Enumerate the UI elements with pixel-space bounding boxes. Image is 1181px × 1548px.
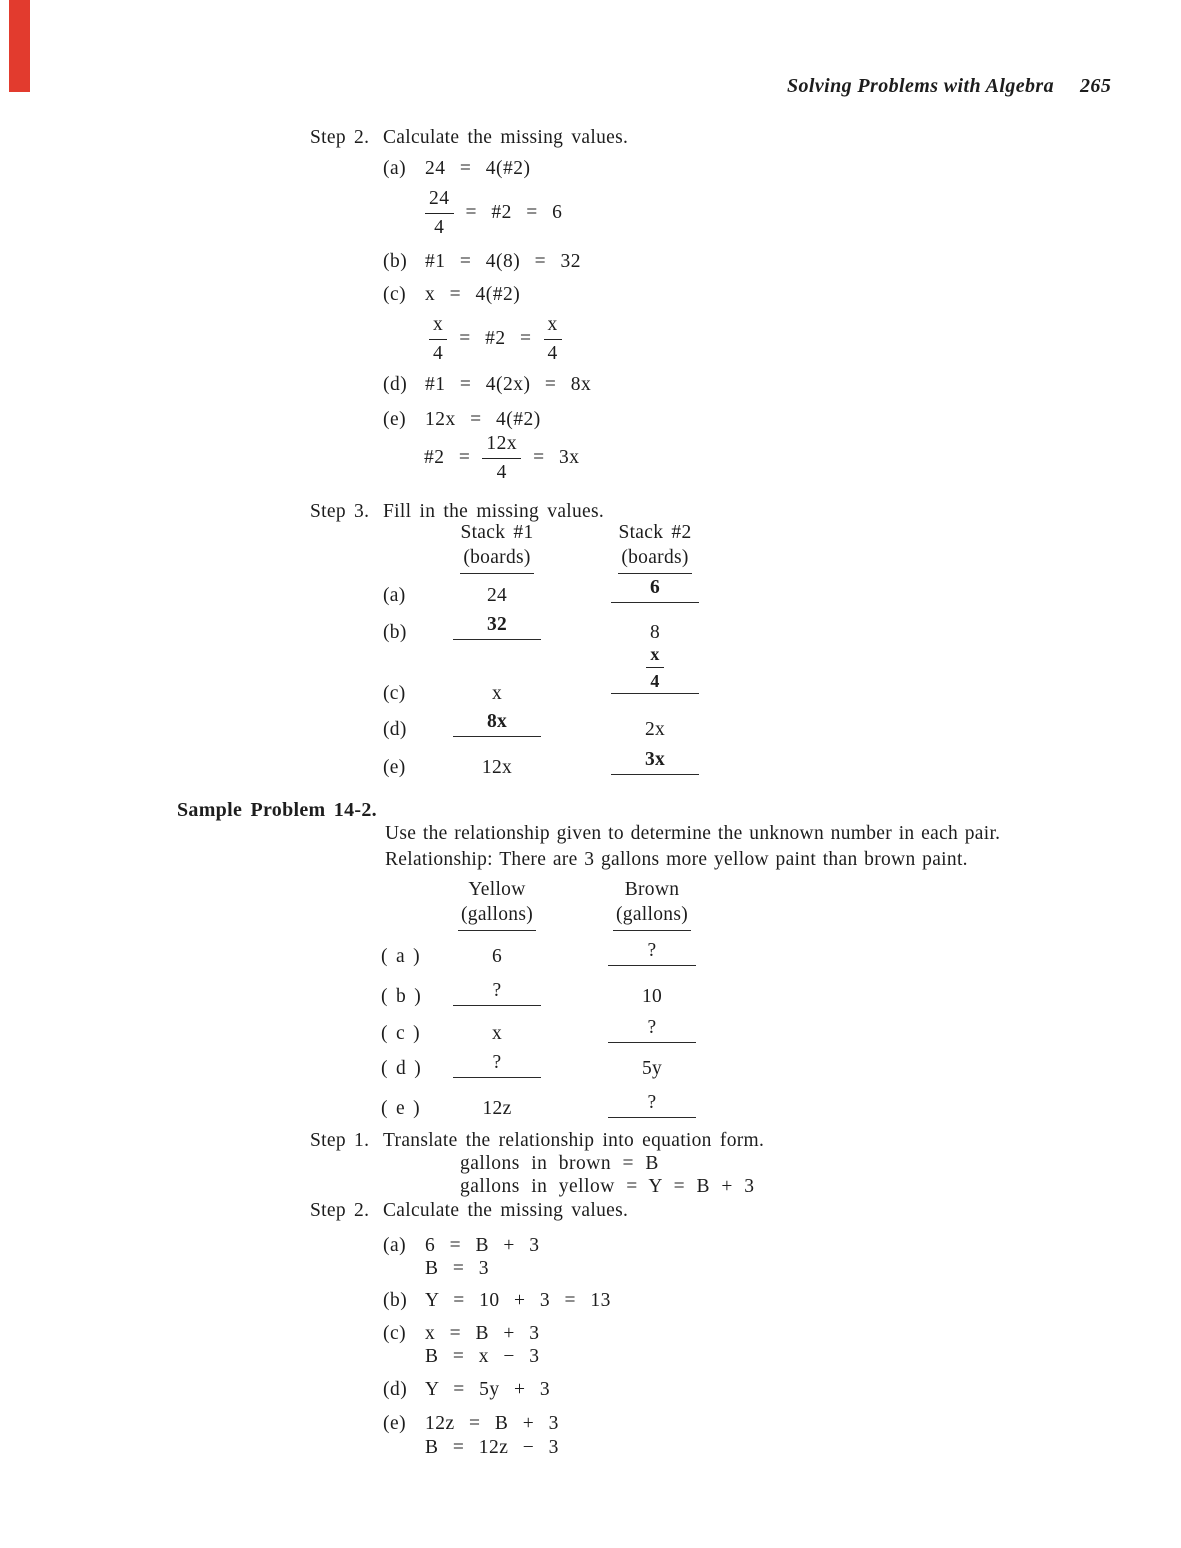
paint-row-label: ( e ) (381, 1098, 420, 1119)
brown-value: 10 (641, 986, 663, 1007)
fraction-24-over-4 (425, 189, 454, 237)
paint-row-label: ( d ) (381, 1058, 421, 1079)
step2-label: Step 2. (310, 127, 370, 148)
stack1-answer-cell (442, 614, 552, 640)
eq1-d-line: #1 = 4(2x) = 8x (425, 374, 592, 395)
yellow-value: 12z (482, 1098, 512, 1119)
eq1-d-label: (d) (383, 374, 408, 395)
paint-row-label: ( a ) (381, 946, 420, 967)
eq1-e-post: = 3x (533, 446, 580, 468)
eq1-a-rest: = #2 = 6 (465, 201, 563, 223)
brown-blank: ? (608, 940, 696, 966)
stack2-unit: (boards) (618, 545, 691, 573)
yellow-title: Yellow (468, 879, 526, 900)
stack1-answer: 8x (453, 711, 541, 737)
stack2-answer-cell (600, 577, 710, 603)
eq1-e-label: (e) (383, 409, 407, 430)
eq2-e-line1: 12z = B + 3 (425, 1413, 559, 1434)
stack2-answer-cell (600, 749, 710, 775)
fraction-numerator: 24 (425, 189, 454, 214)
brown-blank-cell (597, 940, 707, 966)
page-number: 265 (1080, 75, 1112, 97)
stack1-value: x (491, 683, 503, 704)
fraction-numerator: x (429, 315, 447, 340)
eq2-d-line: Y = 5y + 3 (425, 1379, 551, 1400)
stack1-answer-cell (442, 711, 552, 737)
fraction-denominator: 4 (650, 671, 660, 691)
eq1-e-pre: #2 = (424, 446, 471, 468)
translate-line1: gallons in brown = B (460, 1153, 659, 1174)
eq2-e-label: (e) (383, 1413, 407, 1434)
eq2-c-label: (c) (383, 1323, 407, 1344)
brown-column-header (597, 877, 707, 931)
eq2-a-line2: B = 3 (425, 1258, 490, 1279)
stack2-value: 2x (644, 719, 666, 740)
eq1-c-label: (c) (383, 284, 407, 305)
running-head-title: Solving Problems with Algebra (787, 75, 1055, 97)
yellow-unit: (gallons) (458, 902, 536, 930)
page-edge-mark (9, 0, 30, 92)
eq2-c-line1: x = B + 3 (425, 1323, 540, 1344)
stack-row-label: (e) (383, 757, 406, 778)
brown-title: Brown (624, 879, 680, 900)
brown-blank: ? (608, 1017, 696, 1043)
fraction-denominator: 4 (434, 216, 445, 238)
step2b-label: Step 2. (310, 1200, 370, 1221)
stack2-title: Stack #2 (618, 522, 692, 543)
yellow-blank: ? (453, 1052, 541, 1078)
fraction-12x-over-4 (482, 434, 521, 482)
step1-title: Translate the relationship into equation form. (383, 1130, 765, 1151)
brown-blank: ? (608, 1092, 696, 1118)
stack1-value: 24 (486, 585, 508, 606)
eq1-a-line1: 24 = 4(#2) (425, 158, 531, 179)
stack-row-label: (a) (383, 585, 406, 606)
brown-blank-cell (597, 1092, 707, 1118)
eq2-a-line1: 6 = B + 3 (425, 1235, 540, 1256)
eq1-c-line2 (429, 315, 562, 363)
stack-row-label: (c) (383, 683, 406, 704)
stack1-title: Stack #1 (460, 522, 534, 543)
yellow-blank-cell (442, 980, 552, 1006)
yellow-blank-cell (442, 1052, 552, 1078)
running-head (787, 75, 1111, 98)
stack2-column-header (600, 520, 710, 574)
fraction-x-over-4 (544, 315, 562, 363)
sample-problem-instruction: Use the relationship given to determine the unknown number in each pair. (385, 823, 1001, 844)
sample-problem-relationship: Relationship: There are 3 gallons more yellow paint than brown paint. (385, 849, 968, 870)
stack-row-label: (b) (383, 622, 407, 643)
brown-value: 5y (641, 1058, 663, 1079)
stack2-answer: 6 (611, 577, 699, 603)
stack1-answer: 32 (453, 614, 541, 640)
eq1-c-mid: = #2 = (459, 327, 532, 349)
yellow-blank: ? (453, 980, 541, 1006)
step3-title: Fill in the missing values. (383, 501, 605, 522)
eq1-b-label: (b) (383, 251, 408, 272)
translate-line2: gallons in yellow = Y = B + 3 (460, 1176, 755, 1197)
stack1-unit: (boards) (460, 545, 533, 573)
stack2-answer-cell (600, 645, 710, 694)
step3-label: Step 3. (310, 501, 370, 522)
eq2-a-label: (a) (383, 1235, 407, 1256)
eq2-c-line2: B = x − 3 (425, 1346, 540, 1367)
eq2-b-line: Y = 10 + 3 = 13 (425, 1290, 611, 1311)
sample-problem-heading: Sample Problem 14-2. (177, 799, 377, 821)
stack-row-label: (d) (383, 719, 407, 740)
stack1-column-header (442, 520, 552, 574)
yellow-value: 6 (491, 946, 503, 967)
fraction-denominator: 4 (496, 461, 507, 483)
eq1-a-line2 (425, 189, 562, 237)
eq1-e-line1: 12x = 4(#2) (425, 409, 541, 430)
eq1-b-line: #1 = 4(8) = 32 (425, 251, 581, 272)
fraction-numerator: x (544, 315, 562, 340)
stack1-value: 12x (481, 757, 513, 778)
paint-row-label: ( c ) (381, 1023, 420, 1044)
step2-title: Calculate the missing values. (383, 127, 629, 148)
yellow-column-header (442, 877, 552, 931)
fraction-numerator: 12x (482, 434, 521, 459)
stack2-value: 8 (649, 622, 661, 643)
fraction-x-over-4 (429, 315, 447, 363)
step2b-title: Calculate the missing values. (383, 1200, 629, 1221)
step1-label: Step 1. (310, 1130, 370, 1151)
stack2-answer-fraction (611, 645, 699, 694)
eq1-e-line2 (424, 434, 580, 482)
fraction-numerator: x (646, 645, 663, 668)
yellow-value: x (491, 1023, 503, 1044)
paint-row-label: ( b ) (381, 986, 421, 1007)
brown-unit: (gallons) (613, 902, 691, 930)
eq1-a-label: (a) (383, 158, 407, 179)
eq2-e-line2: B = 12z − 3 (425, 1437, 559, 1458)
brown-blank-cell (597, 1017, 707, 1043)
eq1-c-line1: x = 4(#2) (425, 284, 521, 305)
fraction-denominator: 4 (433, 342, 444, 364)
fraction-denominator: 4 (547, 342, 558, 364)
eq2-b-label: (b) (383, 1290, 408, 1311)
eq2-d-label: (d) (383, 1379, 408, 1400)
stack2-answer: 3x (611, 749, 699, 775)
